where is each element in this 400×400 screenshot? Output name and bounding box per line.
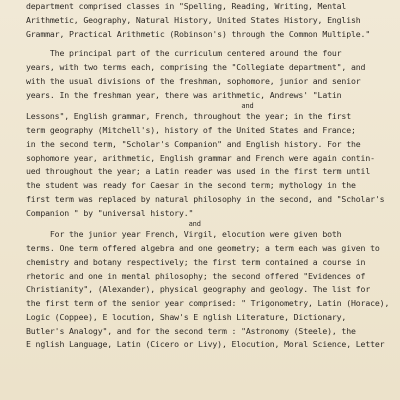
text-line: the student was ready for Caesar in the second term; mythology in the bbox=[26, 180, 356, 190]
text-line: department comprised classes in "Spelling, Reading, Writing, Mental bbox=[26, 1, 347, 11]
text-line: Arithmetic, Geography, Natural History, United States History, English bbox=[26, 14, 361, 25]
text-line: Grammar, Practical Arithmetic (Robinson's) through the Common Multiple." bbox=[26, 28, 371, 39]
text-line: Companion " by "universal history." bbox=[26, 207, 194, 218]
text-line: Christianity", (Alexander), physical geography and geology. The list for bbox=[26, 284, 371, 295]
text-line: The principal part of the curriculum centered around the four bbox=[26, 48, 342, 59]
text-line: first term was replaced by natural philosophy in the second, and "Scholar's bbox=[26, 193, 385, 204]
text-line: E nglish Language, Latin (Cicero or Livy), Elocution, Moral Science, Letter bbox=[26, 339, 385, 350]
text-line: the first term of the senior year comprised: " Trigonometry, Latin (Horace), bbox=[26, 298, 390, 308]
text-line: in the second term, "Scholar's Companion" and English history. For the bbox=[26, 138, 361, 149]
interlinear-insertion: and bbox=[26, 102, 254, 111]
text-line: sophomore year, arithmetic, English grammar and French were again contin- bbox=[26, 152, 375, 163]
document-body bbox=[26, 0, 394, 352]
text-line: terms. One term offered algebra and one geometry; a term each was given to bbox=[26, 243, 380, 253]
text-line: term geography (Mitchell's), history of the United States and France; bbox=[26, 125, 356, 135]
text-line: Butler's Analogy", and for the second term : "Astronomy (Steele), the bbox=[26, 325, 356, 336]
text-line: rhetoric and one in mental philosophy; the second offered "Evidences of bbox=[26, 270, 366, 281]
text-line: Lessons", English grammar, French, throughout the year; in the first bbox=[26, 111, 351, 122]
text-line: years, with two terms each, comprising the "Collegiate department", and bbox=[26, 62, 366, 72]
text-line: years. In the freshman year, there was arithmetic, Andrews' "Latin bbox=[26, 89, 342, 100]
text-line: chemistry and botany respectively; the first term contained a course in bbox=[26, 256, 366, 267]
text-line: For the junior year French, Virgil, elocution were given both bbox=[26, 229, 342, 240]
text-line: ued throughout the year; a Latin reader was used in the first term until bbox=[26, 166, 371, 177]
text-line: with the usual divisions of the freshman, sophomore, junior and senior bbox=[26, 75, 361, 86]
text-line: Logic (Coppee), E locution, Shaw's E nglish Literature, Dictionary, bbox=[26, 311, 347, 322]
interlinear-insertion: and bbox=[26, 220, 201, 229]
